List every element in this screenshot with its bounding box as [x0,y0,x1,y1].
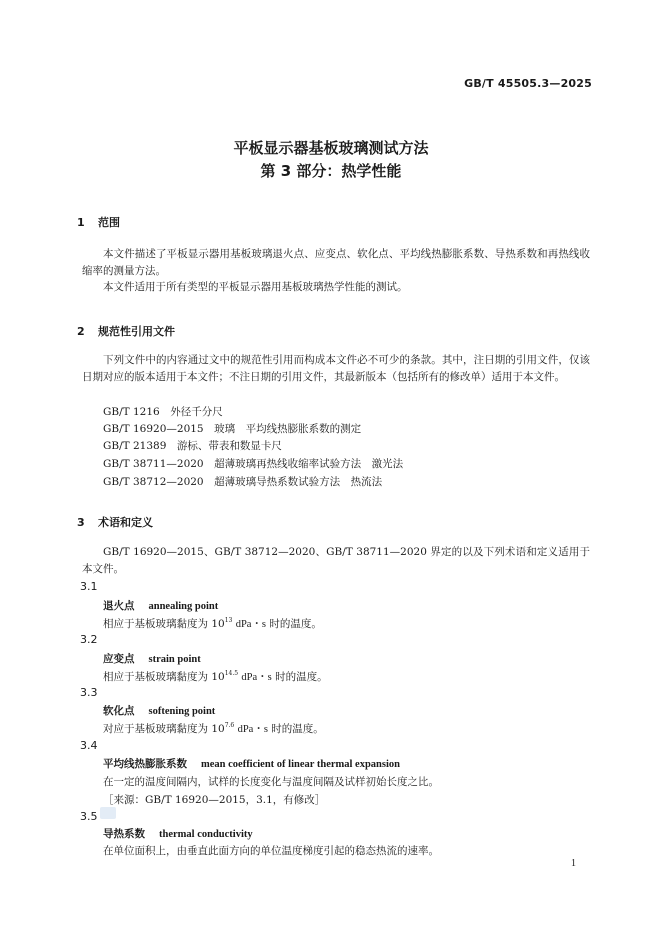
definition-text: 相应于基板玻璃黏度为 10 [103,671,225,683]
section-heading-normative-references [77,323,175,339]
references-intro: 下列文件中的内容通过文中的规范性引用而构成本文件必不可少的条款。其中，注日期的引用文件，仅该日期对应的版本适用于本文件；不注日期的引用文件，其最新版本（包括所有的修改单）适用于本文件。 [82,354,590,383]
term-definition: 在单位面积上，由垂直此面方向的单位温度梯度引起的稳态热流的速率。 [103,845,439,857]
scope-paragraphs [82,246,590,296]
unit: dPa・s [241,672,272,683]
section-title: 范围 [98,216,120,229]
term-annealing-point [103,598,218,613]
term-en: annealing point [148,601,219,612]
standard-number: GB/T 45505.3—2025 [464,77,592,90]
section-number: 3 [77,516,85,529]
reference-item: GB/T 38711—2020 超薄玻璃再热线收缩率试验方法 激光法 [103,458,404,470]
reference-item: GB/T 38712—2020 超薄玻璃导热系数试验方法 热流法 [103,476,383,488]
definition-text: 时的温度。 [271,723,324,735]
term-en: mean coefficient of linear thermal expansion [201,759,400,770]
term-number: 3.4 [80,739,98,752]
document-title: 平板显示器基板玻璃测试方法 [233,139,429,157]
term-zh: 软化点 [103,705,135,717]
term-definition [103,616,322,631]
section-heading-terms [77,514,153,530]
reference-item: GB/T 16920—2015 玻璃 平均线热膨胀系数的测定 [103,423,362,435]
exponent: 14.5 [224,670,239,677]
definition-text: 时的温度。 [269,618,322,630]
term-definition [103,669,328,684]
definition-text: 相应于基板玻璃黏度为 10 [103,618,225,630]
section-number: 2 [77,325,85,338]
terms-intro: GB/T 16920—2015、GB/T 38712—2020、GB/T 38711—2020 界定的以及下列术语和定义适用于本文件。 [82,546,590,575]
section-heading-scope [77,214,120,230]
document-subtitle: 第 3 部分：热学性能 [260,162,402,180]
term-en: softening point [148,706,216,717]
watermark-mark [100,807,116,819]
references-paragraph [82,352,590,385]
term-zh: 退火点 [103,600,135,612]
section-title: 术语和定义 [98,516,153,529]
term-source-note: ［来源：GB/T 16920—2015，3.1，有修改］ [103,794,326,806]
unit: dPa・s [235,619,267,630]
section-number: 1 [77,216,85,229]
term-strain-point [103,651,201,666]
term-en: thermal conductivity [159,829,253,840]
term-mean-coefficient-of-linear-thermal-expansion [103,756,400,771]
exponent: 13 [224,617,233,624]
term-number: 3.5 [80,810,98,823]
page-number: 1 [571,858,576,869]
term-en: strain point [148,654,201,665]
term-number: 3.2 [80,633,98,646]
term-definition: 在一定的温度间隔内，试样的长度变化与温度间隔及试样初始长度之比。 [103,776,439,788]
term-thermal-conductivity [103,826,253,841]
unit: dPa・s [237,724,268,735]
term-number: 3.3 [80,686,98,699]
section-title: 规范性引用文件 [98,325,175,338]
term-zh: 平均线热膨胀系数 [103,758,187,770]
scope-paragraph-1: 本文件描述了平板显示器用基板玻璃退火点、应变点、软化点、平均线热膨胀系数、导热系数和再热线收缩率的测量方法。 [82,248,590,277]
scope-paragraph-2: 本文件适用于所有类型的平板显示器用基板玻璃热学性能的测试。 [103,281,408,293]
term-zh: 应变点 [103,653,135,665]
reference-item: GB/T 1216 外径千分尺 [103,406,223,418]
term-softening-point [103,703,215,718]
definition-text: 时的温度。 [275,671,328,683]
term-zh: 导热系数 [103,828,145,840]
reference-item: GB/T 21389 游标、带表和数显卡尺 [103,440,282,452]
terms-paragraph [82,544,590,577]
term-definition [103,721,324,736]
exponent: 7.6 [224,722,235,729]
definition-text: 对应于基板玻璃黏度为 10 [103,723,225,735]
term-number: 3.1 [80,580,98,593]
